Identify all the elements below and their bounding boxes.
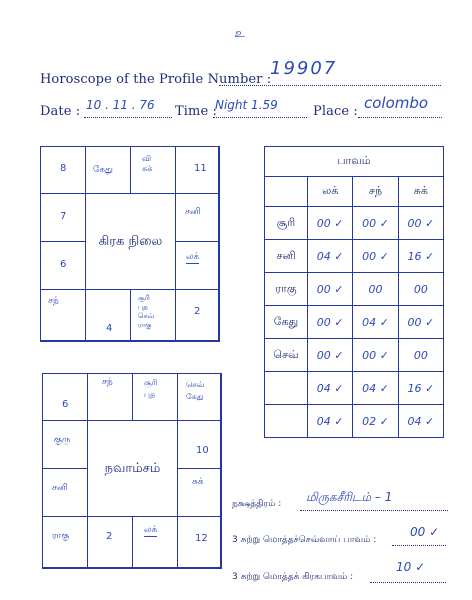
profile-number-line — [219, 84, 441, 86]
date-line — [84, 116, 172, 118]
place-line — [358, 116, 442, 118]
rasi-c2: வி சுக் — [142, 154, 153, 173]
bhava-cell: 04 ✓ — [308, 405, 353, 438]
rasi-cell-12 — [40, 289, 86, 341]
nav-c3: செவ் கேது — [186, 380, 205, 401]
time-line — [213, 116, 307, 118]
table-row — [265, 405, 444, 438]
bhava-cell: 02 ✓ — [353, 405, 398, 438]
bhava-cell: 00 — [353, 273, 398, 306]
nav-c2: சூரி புத — [144, 378, 158, 399]
date-value: 10 . 11 . 76 — [86, 98, 155, 112]
bhava-row-planet: சூரி — [265, 207, 308, 240]
nav-cell-12 — [42, 516, 88, 568]
rasi-c13-num: 4 — [106, 323, 113, 334]
nav-c13: 2 — [106, 531, 113, 542]
date-label: Date : — [40, 104, 81, 119]
bhava-cell: 04 ✓ — [398, 405, 443, 438]
nav-cell-0 — [42, 373, 88, 421]
profile-number-value: 19907 — [270, 58, 338, 79]
sevvai-bhava-value: 00 ✓ — [410, 525, 440, 539]
nav-cell-13 — [87, 516, 133, 568]
bhava-cell: 04 ✓ — [353, 306, 398, 339]
sevvai-bhava-line — [392, 544, 446, 546]
page-mark: உ — [234, 26, 245, 40]
bhava-table-title: பாவம் — [265, 147, 444, 177]
nakshatra-value: மிருகசீரிடம் – 1 — [306, 490, 393, 504]
bhava-cell: 16 ✓ — [398, 372, 443, 405]
bhava-cell: 00 ✓ — [308, 339, 353, 372]
bhava-cell: 00 ✓ — [398, 306, 443, 339]
table-row — [265, 240, 444, 273]
navamsa-chart — [42, 373, 222, 569]
navamsa-chart-title: நவாம்சம் — [87, 420, 178, 517]
kiraha-bhava-line — [370, 581, 446, 583]
bhava-cell: 00 ✓ — [308, 207, 353, 240]
nav-c1: சந் — [102, 377, 113, 387]
bhava-table — [264, 146, 444, 438]
rasi-c15: 2 — [194, 306, 201, 317]
bhava-cell: 04 ✓ — [308, 372, 353, 405]
rasi-c13: சூரி புத செவ் ராகு — [138, 294, 155, 329]
rasi-c7: சனி — [185, 207, 201, 217]
profile-number-label: Horoscope of the Profile Number : — [40, 72, 272, 87]
bhava-row-planet — [265, 372, 308, 405]
bhava-row-planet: கேது — [265, 306, 308, 339]
rasi-cell-2 — [130, 146, 176, 194]
nav-c15: 12 — [195, 533, 208, 544]
nav-c4: குரு — [54, 435, 71, 445]
kiraha-bhava-label: 3 சுற்று மொத்தக் கிரகபாவம் : — [232, 572, 354, 582]
table-row — [265, 339, 444, 372]
bhava-cell: 00 ✓ — [308, 306, 353, 339]
bhava-row-planet: சனி — [265, 240, 308, 273]
table-row — [265, 207, 444, 240]
bhava-cell: 00 ✓ — [398, 207, 443, 240]
rasi-c4: 7 — [60, 211, 67, 222]
nav-cell-11 — [177, 468, 221, 517]
bhava-cell: 00 ✓ — [353, 207, 398, 240]
rasi-c3: 11 — [194, 163, 207, 174]
table-row — [265, 306, 444, 339]
rasi-c8: 6 — [60, 259, 67, 270]
nav-c11: சுக் — [192, 477, 204, 487]
bhava-col-0: லக் — [308, 177, 353, 207]
rasi-c1: கேது — [93, 165, 113, 175]
rasi-chart-title: கிரக நிலை — [85, 193, 176, 290]
bhava-cell: 00 — [398, 339, 443, 372]
place-value: colombo — [364, 94, 429, 112]
time-label: Time : — [175, 104, 217, 119]
table-row — [265, 372, 444, 405]
kiraha-bhava-value: 10 ✓ — [396, 560, 426, 574]
bhava-cell: 00 ✓ — [353, 339, 398, 372]
bhava-row-planet — [265, 405, 308, 438]
time-value: Night 1.59 — [215, 98, 278, 112]
bhava-corner — [265, 177, 308, 207]
bhava-cell: 00 — [398, 273, 443, 306]
nakshatra-line — [300, 509, 448, 511]
rasi-chart — [40, 146, 220, 342]
bhava-row-planet: ராகு — [265, 273, 308, 306]
bhava-cell: 00 ✓ — [353, 240, 398, 273]
bhava-col-1: சந் — [353, 177, 398, 207]
rasi-c12: சந் — [48, 296, 59, 306]
nav-c14: லக் — [144, 525, 158, 535]
table-row — [265, 273, 444, 306]
sevvai-bhava-label: 3 சுற்று மொத்தச்செவ்வாய் பாவம் : — [232, 535, 377, 545]
nav-cell-14 — [132, 516, 178, 568]
nakshatra-label: நக்ஷத்திரம் : — [232, 499, 282, 509]
bhava-cell: 04 ✓ — [308, 240, 353, 273]
nav-c0: 6 — [62, 399, 69, 410]
nav-c7: 10 — [196, 445, 209, 456]
nav-c12: ராகு — [52, 531, 70, 541]
bhava-cell: 16 ✓ — [398, 240, 443, 273]
bhava-row-planet: செவ் — [265, 339, 308, 372]
place-label: Place : — [313, 104, 358, 119]
rasi-c11: லக் — [186, 252, 200, 262]
rasi-cell-11 — [175, 241, 219, 290]
nav-c8: சனி — [52, 483, 68, 493]
bhava-col-2: சுக் — [398, 177, 443, 207]
bhava-cell: 04 ✓ — [353, 372, 398, 405]
rasi-c0: 8 — [60, 163, 67, 174]
bhava-cell: 00 ✓ — [308, 273, 353, 306]
